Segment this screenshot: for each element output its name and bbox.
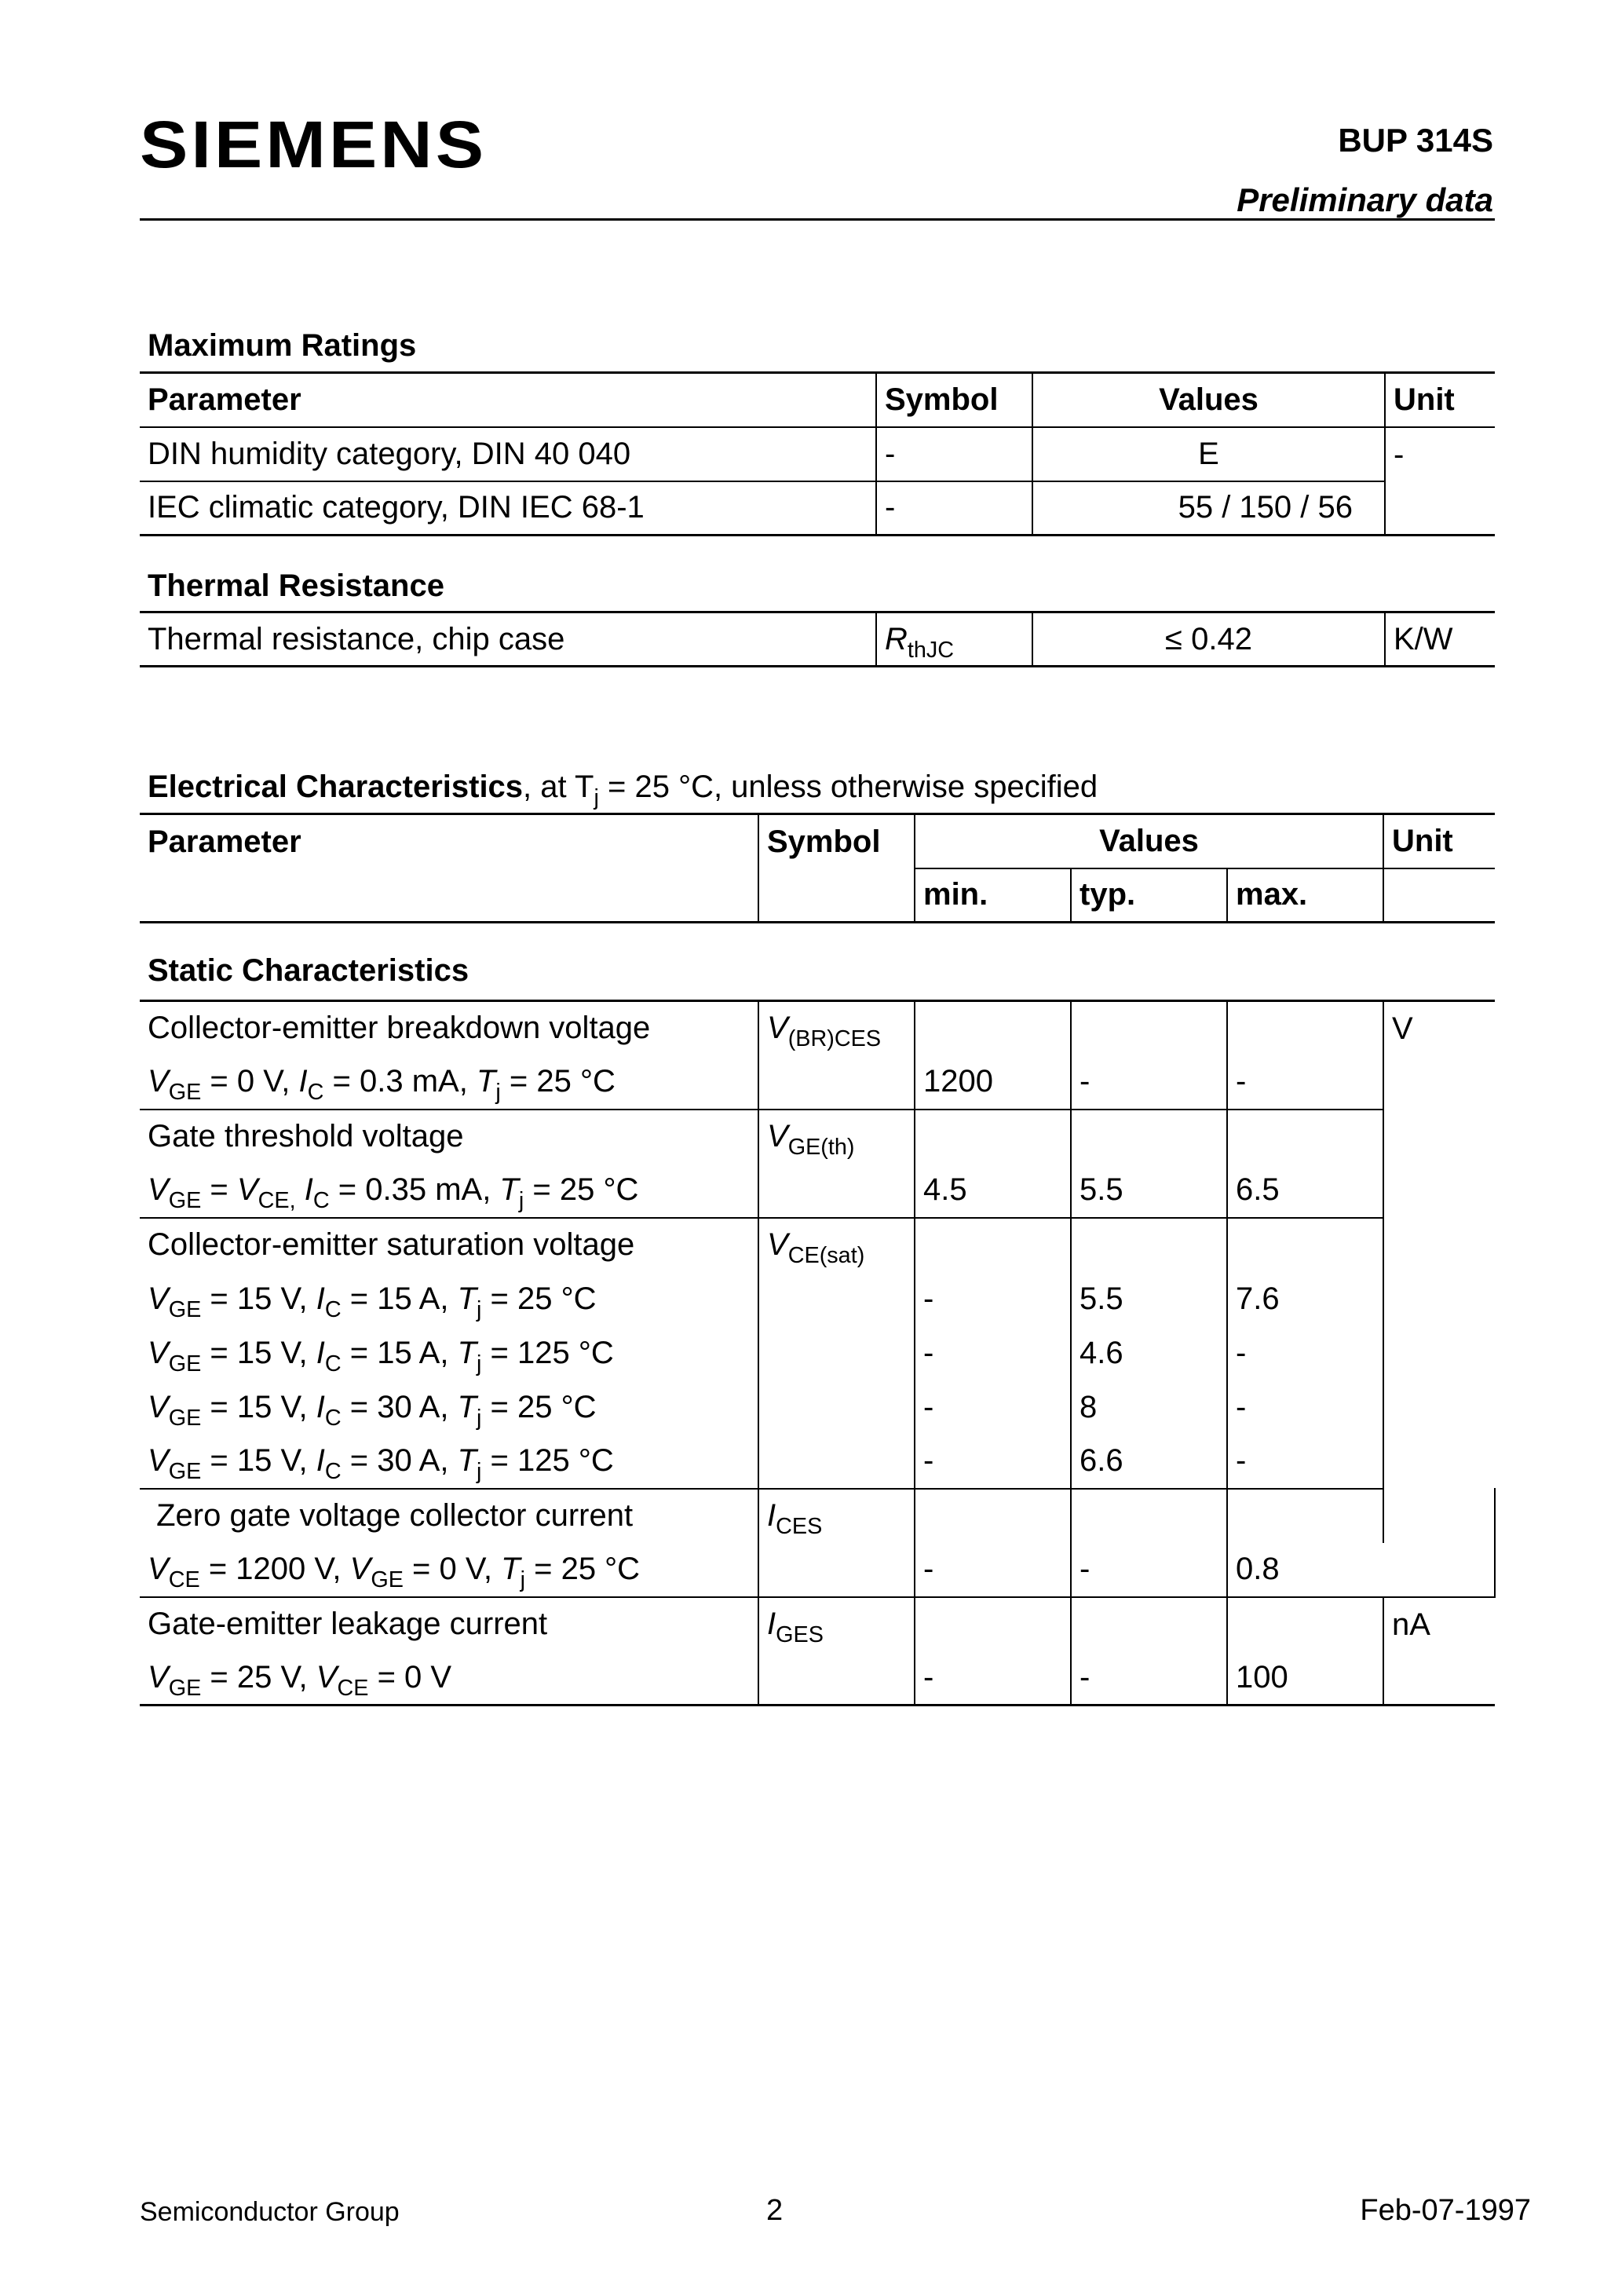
table-row	[140, 1597, 1495, 1651]
parameter-name: Collector-emitter saturation voltage	[148, 1227, 635, 1262]
max-cell: -	[1227, 1435, 1383, 1489]
table-row	[140, 1164, 1495, 1218]
table-row	[140, 1380, 1495, 1435]
page-number: 2	[766, 2194, 784, 2227]
condition-cell: $V_{GE} = V_{CE,}$ $I_C = 0.35$ mA, $T_j = 25$ °C	[148, 1172, 639, 1214]
min-cell: -	[915, 1326, 1071, 1380]
symbol-cell: -	[876, 427, 1032, 481]
typ-cell: -	[1071, 1651, 1227, 1706]
symbol-main: R	[885, 621, 908, 656]
parameter-name: Collector-emitter breakdown voltage	[148, 1011, 651, 1046]
col-typ: typ.	[1071, 868, 1227, 923]
col-parameter: Parameter	[148, 824, 301, 859]
table-row	[140, 612, 1495, 667]
max-cell: -	[1227, 1055, 1383, 1110]
header-divider	[140, 218, 1495, 221]
table-row	[140, 1110, 1495, 1164]
min-cell: -	[915, 1435, 1071, 1489]
col-unit: Unit	[1383, 814, 1495, 868]
electrical-table	[140, 813, 1495, 1706]
parameter-cell: IEC climatic category, DIN IEC 68-1	[148, 490, 645, 525]
value-cell: E	[1032, 427, 1385, 481]
table-row	[140, 1489, 1495, 1543]
parameter-cell: Thermal resistance, chip case	[148, 621, 565, 656]
symbol-main: V	[767, 1011, 788, 1046]
symbol-cell: $I_{CES}$	[758, 1489, 915, 1543]
max-cell: 6.5	[1227, 1164, 1383, 1218]
typ-cell: -	[1071, 1055, 1227, 1110]
col-min: min.	[915, 868, 1071, 923]
table-row	[140, 1543, 1495, 1597]
typ-cell: -	[1071, 1543, 1227, 1597]
max-ratings-title: Maximum Ratings	[148, 328, 417, 363]
min-cell: -	[915, 1651, 1071, 1706]
table-row	[140, 1218, 1495, 1272]
table-row	[140, 481, 1495, 536]
min-cell: 4.5	[915, 1164, 1071, 1218]
static-title: Static Characteristics	[148, 953, 469, 988]
table-row	[140, 1055, 1495, 1110]
thermal-table	[140, 611, 1495, 667]
min-cell: 1200	[915, 1055, 1071, 1110]
condition-cell: $V_{GE} = 15$ V, $I_C = 15$ A, $T_j = 125$ °C	[148, 1335, 614, 1377]
max-cell: 7.6	[1227, 1272, 1383, 1326]
unit-cell: V	[1383, 1001, 1495, 1543]
col-symbol: Symbol	[876, 373, 1032, 427]
electrical-title-bold: Electrical Characteristics	[148, 770, 524, 804]
col-values: Values	[1032, 373, 1385, 427]
parameter-cell: DIN humidity category, DIN 40 040	[148, 436, 631, 471]
typ-cell: 5.5	[1071, 1272, 1227, 1326]
table-row	[140, 1326, 1495, 1380]
electrical-title-b: = 25 °C, unless otherwise specified	[598, 770, 1098, 804]
condition-cell: $V_{CE} = 1200$ V, $V_{GE} = 0$ V, $T_j = 25$ °C	[148, 1552, 641, 1593]
symbol-cell	[876, 612, 1032, 667]
min-cell: -	[915, 1543, 1071, 1597]
condition-cell: $V_{GE} = 15$ V, $I_C = 30$ A, $T_j = 125$ °C	[148, 1443, 614, 1485]
typ-cell: 4.6	[1071, 1326, 1227, 1380]
min-cell: -	[915, 1272, 1071, 1326]
table-row	[140, 427, 1495, 481]
max-cell: 100	[1227, 1651, 1383, 1706]
unit-cell: -	[1385, 427, 1495, 536]
typ-cell: 5.5	[1071, 1164, 1227, 1218]
min-cell: -	[915, 1380, 1071, 1435]
footer-company: Semiconductor Group	[140, 2197, 400, 2227]
electrical-title-sub: j	[594, 785, 599, 811]
condition-cell: $V_{GE} = 15$ V, $I_C = 30$ A, $T_j = 25$ °C	[148, 1389, 597, 1431]
symbol-sub: (BR)CES	[787, 1026, 882, 1052]
parameter-name: Gate-emitter leakage current	[148, 1607, 548, 1641]
max-cell: -	[1227, 1326, 1383, 1380]
typ-cell: 6.6	[1071, 1435, 1227, 1489]
unit-cell: K/W	[1385, 612, 1495, 667]
value-cell: 55 / 150 / 56	[1032, 481, 1385, 536]
electrical-title-a: , at T	[523, 770, 594, 804]
table-row	[140, 1001, 1495, 1055]
document-status: Preliminary data	[1237, 181, 1493, 218]
unit-empty	[1383, 868, 1495, 923]
max-ratings-table	[140, 371, 1495, 536]
col-symbol: Symbol	[758, 814, 915, 923]
condition-cell: $V_{GE} = 15$ V, $I_C = 15$ A, $T_j = 25$ °C	[148, 1281, 597, 1322]
col-parameter: Parameter	[148, 382, 301, 417]
typ-cell: 8	[1071, 1380, 1227, 1435]
col-max: max.	[1227, 868, 1383, 923]
unit-cell: nA	[1383, 1597, 1495, 1706]
thermal-title: Thermal Resistance	[148, 569, 444, 603]
condition-cell: $V_{GE} = 25$ V, $V_{CE} = 0$ V	[148, 1659, 452, 1701]
max-cell: 0.8	[1227, 1543, 1383, 1597]
col-unit: Unit	[1385, 373, 1495, 427]
value-cell: ≤ 0.42	[1032, 612, 1385, 667]
symbol-cell	[758, 1001, 915, 1055]
condition-cell: $V_{GE} = 0$ V, $I_C = 0.3$ mA, $T_j = 25$ °C	[148, 1064, 616, 1106]
part-number: BUP 314S	[1338, 122, 1493, 159]
symbol-cell: -	[876, 481, 1032, 536]
table-row	[140, 1272, 1495, 1326]
parameter-name: Gate threshold voltage	[148, 1119, 464, 1153]
parameter-name: Zero gate voltage collector current	[148, 1498, 634, 1533]
table-row	[140, 1435, 1495, 1489]
symbol-cell: $I_{GES}$	[758, 1597, 915, 1651]
symbol-cell: $V_{CE(sat)}$	[758, 1218, 915, 1272]
table-row	[140, 1651, 1495, 1706]
max-cell: -	[1227, 1380, 1383, 1435]
siemens-logo: SIEMENS	[140, 108, 488, 182]
col-values: Values	[915, 814, 1383, 868]
electrical-title	[148, 770, 1098, 811]
symbol-sub: thJC	[907, 637, 955, 663]
symbol-cell: $V_{GE(th)}$	[758, 1110, 915, 1164]
footer-date: Feb-07-1997	[1360, 2194, 1531, 2227]
